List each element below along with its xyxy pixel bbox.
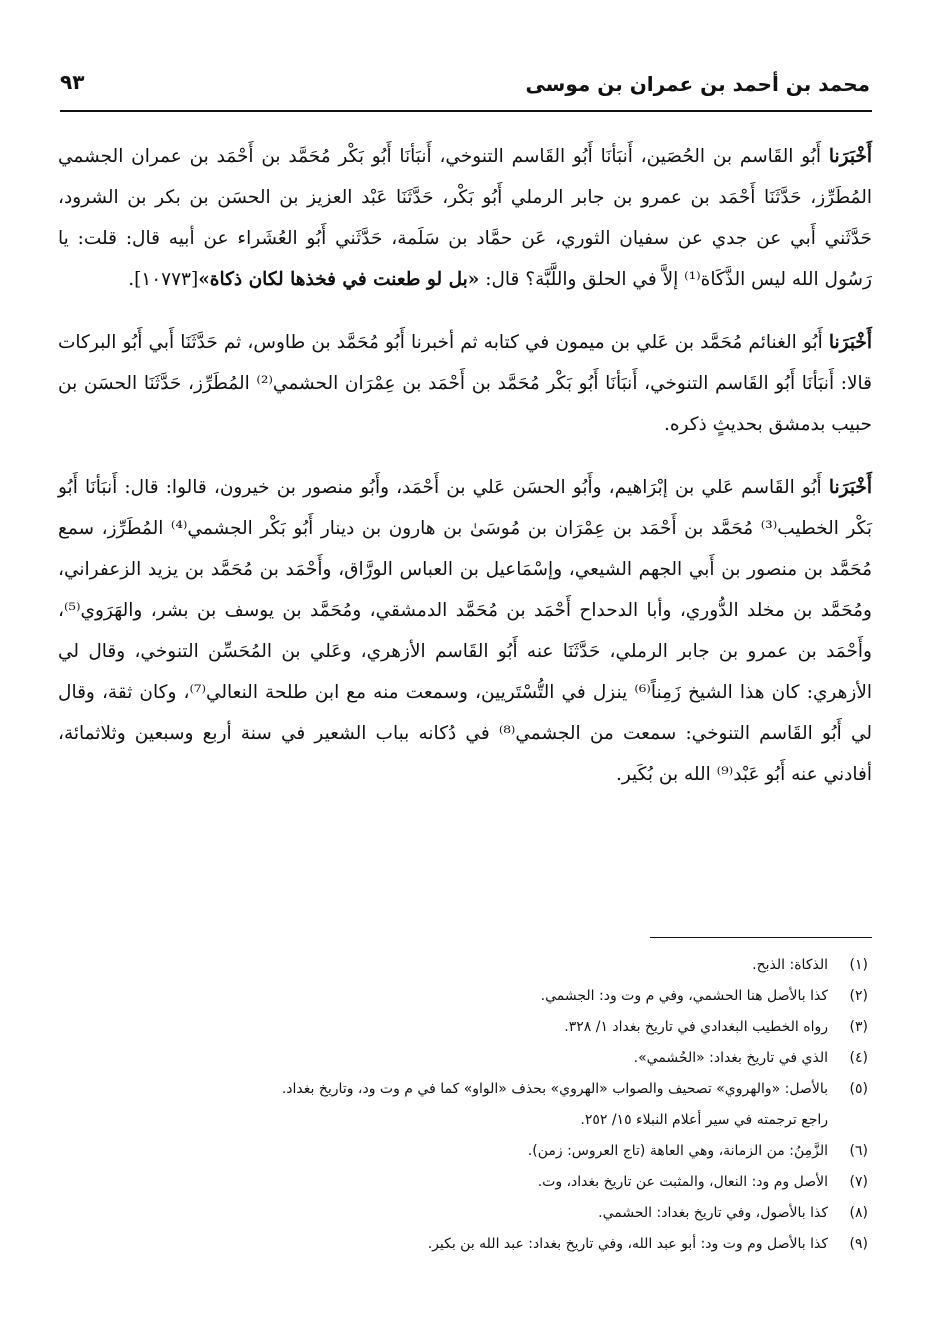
footnote-6 [150, 1136, 868, 1167]
footnote-text: كذا بالأصل هنا الحشمي، وفي م وت ود: الجشمي. [540, 988, 828, 1004]
page-header [60, 68, 870, 108]
footnote-number: (٣) [849, 1019, 868, 1035]
footnote-text: رواه الخطيب البغدادي في تاريخ بغداد ١/ ٣٢٨. [564, 1019, 828, 1035]
hadith-number: [١٠٧٧٣]. [128, 269, 199, 290]
main-text [58, 136, 872, 817]
footnote-rule [650, 937, 872, 938]
footnote-number: (٤) [849, 1050, 868, 1066]
footnotes [150, 950, 868, 1260]
paragraph-text: أَبُو القَاسم عَلي بن إبْرَاهيم، وأَبُو الحسَن عَلي بن أَحْمَد، وأَبُو منصور بن خيرون، قالوا: قال: أَنبَأنَا أَبُو بَكْر الخطيب⁽³⁾ مُحَمَّد بن أَحْمَد بن عِمْرَان بن مُوسَىٰ بن هارون بن دينار أَبُو بَكْر الجشمي⁽⁴⁾ المُطَرِّز، سمع مُحَمَّد بن منصور بن أَبي الجهم الشيعي، وإسْمَاعيل بن العباس الورَّاق، وأَحْمَد بن مُحَمَّد بن يزيد الزعفراني، ومُحَمَّد بن مخلد الدُّوري، وأبا الدحداح أَحْمَد بن مُحَمَّد الدمشقي، ومُحَمَّد بن يوسف بن بشر، والهَرَوي⁽⁵⁾، وأَحْمَد بن عمرو بن جابر الرملي، حَدَّثَنَا عنه أَبُو القَاسم الأزهري، وعَلي بن المُحَسِّن التنوخي، وقال لي الأزهري: كان هذا الشيخ زَمِناً⁽⁶⁾ ينزل في التُّسْتَريين، وسمعت منه مع ابن طلحة النعالي⁽⁷⁾، وكان ثقة، وقال لي أَبُو القَاسم التنوخي: سمعت من الجشمي⁽⁸⁾ في دُكانه بباب الشعير في سنة أربع وسبعين وثلاثمائة، أفادني عنه أَبُو عَبْد⁽⁹⁾ الله بن بُكَير. [58, 477, 873, 785]
footnote-number: (٨) [849, 1205, 868, 1221]
paragraph-lead: أَخْبَرَنا [828, 146, 872, 167]
header-rule [60, 110, 872, 112]
footnote-1 [150, 950, 868, 981]
footnote-text: الزَّمِنُ: من الزمانة، وهي العاهة (تاج العروس: زمن). [527, 1143, 828, 1159]
paragraph-text: أَبُو الغنائم مُحَمَّد بن عَلي بن ميمون في كتابه ثم أخبرنا أَبُو مُحَمَّد بن طاوس، ثم حَدَّثَنَا أَبي أَبُو البركات قالا: أَنبَأنَا أَبُو القَاسم التنوخي، أَنبَأنَا أَبُو بَكْر مُحَمَّد بن أَحْمَد بن عِمْرَان الحشمي⁽²⁾ المُطَرِّز، حَدَّثَنَا الحسَن بن حبيب بدمشق بحديثٍ ذكره. [58, 332, 872, 435]
paragraph-lead: أَخْبَرَنا [828, 477, 872, 498]
hadith-quote: «بل لو طعنت في فخذها لكان ذكاة» [198, 269, 480, 290]
footnote-text: الذي في تاريخ بغداد: «الحُشمي». [633, 1050, 828, 1066]
footnote-7 [150, 1167, 868, 1198]
footnote-number: (٢) [849, 988, 868, 1004]
footnote-5-continuation: راجع ترجمته في سير أعلام النبلاء ١٥/ ٢٥٢. [580, 1112, 828, 1128]
footnote-text: بالأصل: «والهروي» تصحيف والصواب «الهروي» بحذف «الواو» كما في م وت ود، وتاريخ بغداد. [281, 1081, 828, 1097]
running-title: محمد بن أحمد بن عمران بن موسى [525, 72, 870, 96]
paragraph-lead: أَخْبَرَنا [828, 332, 872, 353]
footnote-text: الأصل وم ود: النعال، والمثبت عن تاريخ بغداد، وت. [537, 1174, 828, 1190]
footnote-text: الذكاة: الذبح. [752, 957, 828, 973]
footnote-8 [150, 1198, 868, 1229]
footnote-2 [150, 981, 868, 1012]
paragraph-text: أَبُو القَاسم بن الحُصَين، أَنبَأنَا أَبُو القَاسم التنوخي، أَنبَأنَا أَبُو بَكْر مُحَمَّد بن أَحْمَد بن عمران الجشمي المُطَرِّز، حَدَّثَنَا أَحْمَد بن عمرو بن جابر الرملي أَبُو بَكْر، حَدَّثَنَا عَبْد العزيز بن الحسَن بن بكر بن الشرود، حَدَّثَني أَبي عن جدي عن سفيان الثوري، عَن حمَّاد بن سَلَمة، حَدَّثَني أَبُو العُشَراء عن أبيه قال: قلت: يا رَسُول الله ليس الذَّكَاة⁽¹⁾ إلاَّ في الحلق واللَّبَّة؟ قال: [58, 146, 872, 290]
paragraph-1 [58, 136, 872, 300]
page-number: ٩٣ [60, 70, 85, 94]
footnote-text: كذا بالأصل وم وت ود: أبو عبد الله، وفي تاريخ بغداد: عبد الله بن بكير. [427, 1236, 828, 1252]
footnote-9 [150, 1229, 868, 1260]
footnote-4 [150, 1043, 868, 1074]
footnote-number: (٩) [849, 1236, 868, 1252]
footnote-number: (٥) [849, 1081, 868, 1097]
footnote-5 [150, 1074, 868, 1105]
footnote-number: (٦) [849, 1143, 868, 1159]
footnote-text: كذا بالأصول، وفي تاريخ بغداد: الحشمي. [598, 1205, 828, 1221]
paragraph-3 [58, 467, 872, 795]
footnote-number: (١) [849, 957, 868, 973]
footnote-number: (٧) [849, 1174, 868, 1190]
footnote-3 [150, 1012, 868, 1043]
paragraph-2 [58, 322, 872, 445]
